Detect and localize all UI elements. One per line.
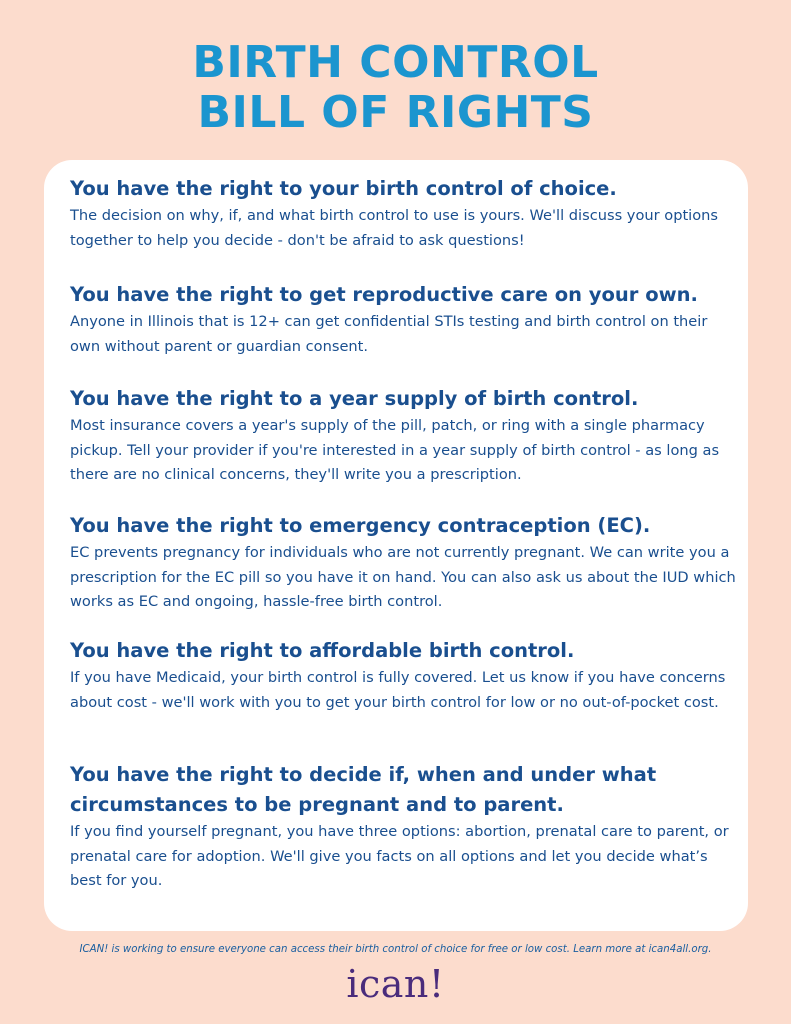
right-body: Most insurance covers a year's supply of the pill, patch, or ring with a single pharmacy pickup. Tell your provider if you're interested in a year supply of birth control - as long as there are no clinical concerns, they'll write you a prescription.	[70, 417, 720, 483]
right-item-emergency-contraception	[70, 511, 740, 615]
right-body: If you find yourself pregnant, you have three options: abortion, prenatal care to parent, or prenatal care for adoption. We'll give you facts on all options and let you decide what’s best for you.	[70, 823, 729, 889]
right-body: If you have Medicaid, your birth control is fully covered. Let us know if you have concerns about cost - we'll work with you to get your birth control for low or no out-of-pocket cost.	[70, 669, 726, 711]
right-heading: You have the right to get reproductive care on your own.	[70, 283, 698, 306]
ican-logo	[0, 962, 791, 1006]
right-body: EC prevents pregnancy for individuals who are not currently pregnant. We can write you a prescription for the EC pill so you have it on hand. You can also ask us about the IUD which works as EC and ongoing, hassle-free birth control.	[70, 544, 736, 610]
title-line-2: BILL OF RIGHTS	[197, 87, 594, 138]
page-title	[0, 38, 791, 138]
logo-wordmark: ican!	[346, 962, 445, 1006]
right-heading: You have the right to a year supply of birth control.	[70, 387, 639, 410]
right-item-affordable	[70, 636, 740, 715]
right-heading: You have the right to affordable birth control.	[70, 639, 575, 662]
right-item-own-care	[70, 280, 740, 359]
right-item-choice	[70, 174, 740, 253]
rights-card	[44, 160, 748, 931]
footer-note: ICAN! is working to ensure everyone can access their birth control of choice for free or low cost. Learn more at ican4all.org.	[79, 944, 712, 955]
right-heading: You have the right to decide if, when and under what circumstances to be pregnant and to parent.	[70, 763, 657, 816]
right-heading: You have the right to your birth control of choice.	[70, 177, 617, 200]
title-line-1: BIRTH CONTROL	[192, 37, 599, 88]
right-body: The decision on why, if, and what birth control to use is yours. We'll discuss your options together to help you decide - don't be afraid to ask questions!	[70, 207, 719, 249]
right-heading: You have the right to emergency contraception (EC).	[70, 514, 651, 537]
right-item-decide	[70, 760, 740, 894]
right-body: Anyone in Illinois that is 12+ can get confidential STIs testing and birth control on their own without parent or guardian consent.	[70, 313, 708, 355]
right-item-year-supply	[70, 384, 740, 488]
